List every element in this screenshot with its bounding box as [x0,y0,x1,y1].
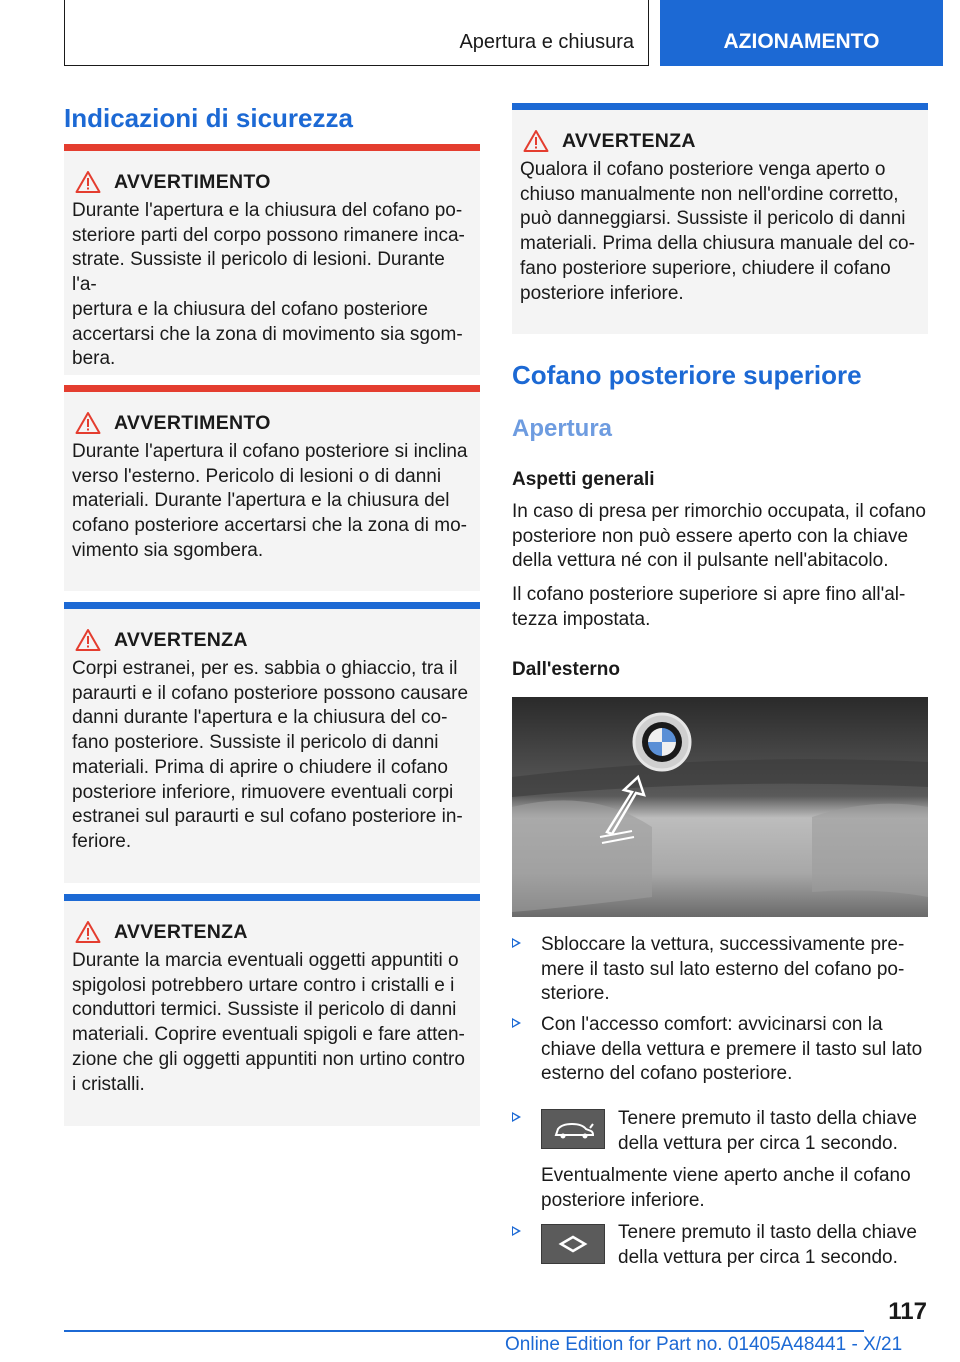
car-trunk-key-icon [541,1109,605,1149]
general-paragraph-1: In caso di presa per rimorchio occupata, il cofano posteriore non può essere aperto con la chiave della vettura né con il pulsante nell'abitacolo. [512,501,926,572]
warning-triangle-icon [75,170,101,194]
list-item: Tenere premuto il tasto della chiave della vettura per circa 1 secondo. Eventualmente viene aperto anche il cofano posteriore inferiore. [512,1107,928,1217]
box-title: AVVERTENZA [114,920,248,943]
box-title: AVVERTIMENTO [114,411,271,434]
chapter-tab[interactable]: AZIONAMENTO [660,0,943,66]
box-title: AVVERTENZA [114,628,248,651]
header-frame [64,0,649,66]
list-item: Tenere premuto il tasto della chiave della vettura per circa 1 secondo. [512,1221,928,1271]
trunk-button-photo [512,697,928,917]
box-text: Qualora il cofano posteriore venga aperto o chiuso manualmente non nell'ordine corretto, può danneggiarsi. Sussiste il pericolo di danni materiali. Prima della chiusura manuale del co- fano posteriore superiore, chiudere il cofano posteriore inferiore. [520,159,915,304]
warning-box-2 [64,385,480,591]
warning-triangle-icon [523,129,549,153]
page-number: 117 [888,1298,927,1325]
list-triangle-icon [512,938,521,948]
list-triangle-icon [512,1112,521,1122]
edition-note: Online Edition for Part no. 01405A48441 - X/21 [505,1334,903,1355]
subsection-heading: Apertura [512,415,613,442]
section-heading: Cofano posteriore superiore [512,360,862,390]
box-text: Corpi estranei, per es. sabbia o ghiaccio, tra il paraurti e il cofano posteriore possono causare danni durante l'apertura e la chiusura del co- fano posteriore. Sussiste il pericolo di danni materiali. Prima di aprire o chiudere il cofano posteriore inferiore, rimuovere eventuali corpi estranei sul paraurti e sul cofano posteriore in- feriore. [72,658,469,852]
warning-triangle-icon [75,411,101,435]
general-paragraph-2: Il cofano posteriore superiore si apre fino all'al- tezza impostata. [512,584,906,630]
list-triangle-icon [512,1018,521,1028]
warning-triangle-icon [75,628,101,652]
section-title: Apertura e chiusura [459,31,634,53]
notice-box-1 [64,602,480,883]
list-triangle-icon [512,1226,521,1236]
diamond-key-icon [541,1224,605,1264]
box-text: Durante l'apertura il cofano posteriore si inclina verso l'esterno. Pericolo di lesioni o di danni materiali. Durante l'apertura e la chiusura del cofano posteriore accertarsi che la zona di mo- vimento sia sgombera. [72,441,468,561]
notice-box-2 [64,894,480,1126]
outside-heading: Dall'esterno [512,659,620,680]
box-text: Durante la marcia eventuali oggetti appuntiti o spigolosi potrebbero urtare contro i cristalli e i conduttori termici. Sussiste il pericolo di danni materiali. Coprire eventuali spigoli e fare atten- zione che gli oggetti appuntiti non urtino contro i cristalli. [72,950,465,1095]
footer-divider [64,1330,864,1332]
box-text: Durante l'apertura e la chiusura del cofano po- steriore parti del corpo possono rimanere inca- strate. Sussiste il pericolo di lesioni. Durante l'a- pertura e la chiusura del cofano posteriore accertarsi che la zona di movimento sia sgom- bera. [72,200,465,370]
trunk-photo-illustration [512,697,928,917]
page-heading: Indicazioni di sicurezza [64,103,353,133]
warning-box-1 [64,144,480,375]
general-heading: Aspetti generali [512,469,655,490]
notice-box-3 [512,103,928,334]
box-title: AVVERTIMENTO [114,170,271,193]
warning-triangle-icon [75,920,101,944]
box-title: AVVERTENZA [562,129,696,152]
